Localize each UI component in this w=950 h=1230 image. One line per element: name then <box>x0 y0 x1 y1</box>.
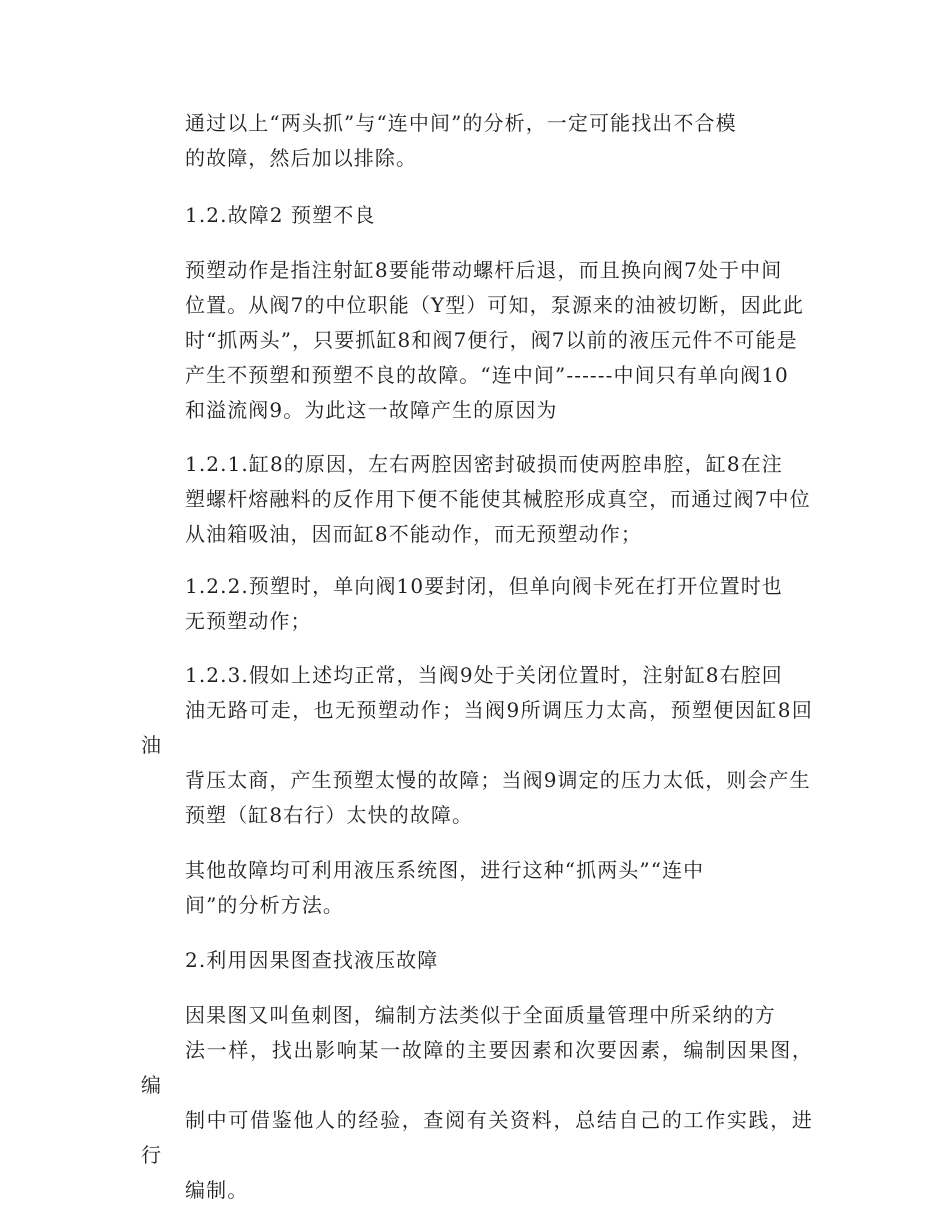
paragraph-cause-1 <box>141 447 813 552</box>
section-heading-text: 1.2.故障2 预塑不良 <box>185 203 376 227</box>
paragraph-preplastic-description <box>141 253 813 428</box>
paragraph-line: 预塑（缸8右行）太快的故障。 <box>185 803 474 827</box>
paragraph-cause-2 <box>141 569 813 639</box>
paragraph-line: 制中可借鉴他人的经验，查阅有关资料，总结自己的工作实践，进行 <box>141 1108 813 1167</box>
paragraph-line: 1.2.1.缸8的原因，左右两腔因密封破损而使两腔串腔，缸8在注 <box>185 452 783 476</box>
paragraph-line: 位置。从阀7的中位职能（Y型）可知，泵源来的油被切断，因此此 <box>185 293 804 317</box>
paragraph-line: 时“抓两头”，只要抓缸8和阀7便行，阀7以前的液压元件不可能是 <box>185 328 798 352</box>
paragraph-line: 通过以上“两头抓”与“连中间”的分析，一定可能找出不合模 <box>185 111 737 135</box>
section-heading-preplastic-fault <box>141 198 813 233</box>
paragraph-line: 背压太商，产生预塑太慢的故障；当阀9调定的压力太低，则会产生 <box>185 768 811 792</box>
paragraph-cause-3 <box>141 658 813 833</box>
paragraph-line: 编制。 <box>185 1178 249 1202</box>
paragraph-line: 塑螺杆熔融料的反作用下便不能使其械腔形成真空，而通过阀7中位 <box>185 487 811 511</box>
paragraph-two-ends-summary <box>141 106 813 176</box>
document-body <box>141 106 813 1208</box>
paragraph-line: 1.2.2.预塑时，单向阀10要封闭，但单向阀卡死在打开位置时也 <box>185 574 783 598</box>
paragraph-line: 预塑动作是指注射缸8要能带动螺杆后退，而且换向阀7处于中间 <box>185 258 783 282</box>
paragraph-line: 无预塑动作； <box>185 609 312 633</box>
paragraph-line: 从油箱吸油，因而缸8不能动作，而无预塑动作； <box>185 522 642 546</box>
paragraph-line: 产生不预塑和预塑不良的故障。“连中间”------中间只有单向阀10 <box>185 363 789 387</box>
paragraph-line: 的故障，然后加以排除。 <box>185 146 418 170</box>
paragraph-line: 法一样，找出影响某一故障的主要因素和次要因素，编制因果图，编 <box>141 1038 813 1097</box>
paragraph-fishbone-description <box>141 998 813 1208</box>
paragraph-other-faults <box>141 853 813 923</box>
paragraph-line: 因果图又叫鱼刺图，编制方法类似于全面质量管理中所采纳的方 <box>185 1003 776 1027</box>
paragraph-line: 油无路可走，也无预塑动作；当阀9所调压力太高，预塑便因缸8回油 <box>141 698 813 757</box>
paragraph-line: 间”的分析方法。 <box>185 893 345 917</box>
section-heading-text: 2.利用因果图查找液压故障 <box>185 948 439 972</box>
paragraph-line: 和溢流阀9。为此这一故障产生的原因为 <box>185 398 558 422</box>
paragraph-line: 1.2.3.假如上述均正常，当阀9处于关闭位置时，注射缸8右腔回 <box>185 663 783 687</box>
section-heading-cause-effect <box>141 943 813 978</box>
paragraph-line: 其他故障均可利用液压系统图，进行这种“抓两头”“连中 <box>185 858 705 882</box>
